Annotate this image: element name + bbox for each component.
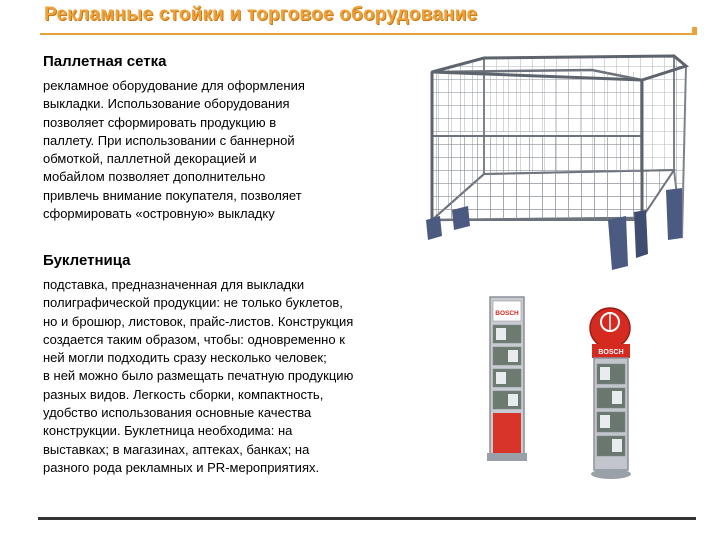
text-line: мобайлом позволяет дополнительно [43,169,266,185]
text-line: ней могли подходить сразу несколько человек; [43,350,327,366]
text-line: полиграфической продукции: не только буклетов, [43,295,343,311]
text-line: разного рода рекламных и PR-мероприятиях. [43,459,320,475]
text-line: подставка, предназначенная для выкладки [43,277,305,292]
slide-title: Рекламные стойки и торговое оборудование [44,4,478,25]
brand-logo-right: BOSCH [598,349,624,356]
text-line: выкладки. Использование оборудования [43,96,290,112]
text-line: в ней можно было размещать печатную продукцию [43,368,354,384]
booklet-stand-left-image [482,295,534,467]
heading-pallet-cage: Паллетная сетка [43,53,167,70]
title-underline-mark [692,27,697,35]
text-line: конструкции. Буклетница необходима: на [43,423,293,439]
text-line: обмоткой, паллетной декорацией и [43,151,257,167]
pallet-cage-image [412,40,696,276]
text-line: сформировать «островную» выкладку [43,206,275,222]
text-line: но и брошюр, листовок, прайс-листов. Конструкция [43,313,354,329]
text-line: разных видов. Легкость сборки, компактность, [43,386,324,402]
text-line: позволяет сформировать продукцию в [43,114,277,130]
booklet-stand-description [43,276,353,477]
booklet-stand-right-image [584,302,638,482]
text-line: удобство использования основные качества [43,405,312,421]
text-line: создается таким образом, чтобы: одновременно к [43,331,345,347]
pallet-cage-description [43,77,305,223]
heading-booklet-stand: Буклетница [43,252,131,269]
brand-logo-left: BOSCH [495,310,519,317]
text-line: паллету. При использовании с баннерной [43,132,295,148]
text-line: рекламное оборудование для оформления [43,78,305,93]
footer-rule [38,517,696,520]
text-line: привлечь внимание покупателя, позволяет [43,187,302,203]
title-underline [40,33,692,35]
text-line: выставках; в магазинах, аптеках, банках; на [43,441,310,457]
